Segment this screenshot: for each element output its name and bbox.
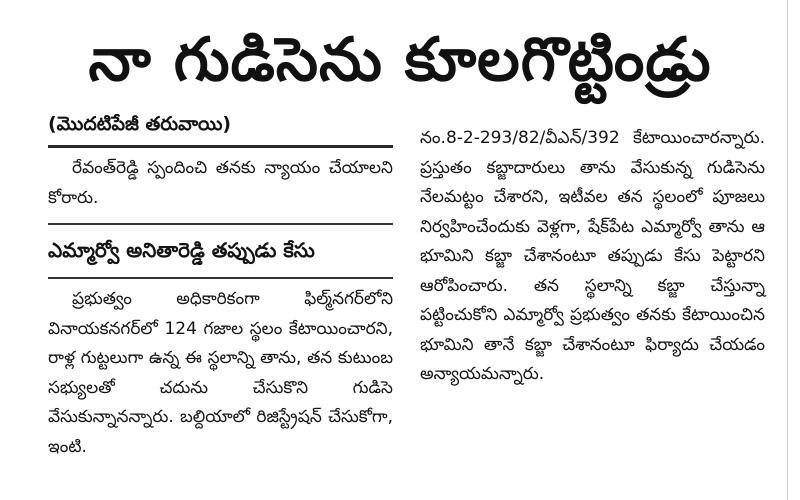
intro-paragraph: రేవంత్‌రెడ్డి స్పందించి తనకు న్యాయం చేయాలని కోరారు. bbox=[48, 158, 393, 208]
subheading: ఎమ్మార్వో అనితారెడ్డి తప్పుడు కేసు bbox=[48, 238, 315, 262]
left-column bbox=[48, 105, 393, 462]
body-paragraph-right: నం.8-2-293/82/వీఎన్/392 కేటాయించారన్నారు. ప్రస్తుతం కబ్జాదారులు తాను వేసుకున్న గుడిసెను నేలమట్టం చేశారని, ఇటీవల తన స్థలంలో పూజలు నిర్వహించేందుకు వెళ్లగా, షేక్‌పేట ఎమ్మార్వో తాను ఆ భూమిని కబ్జా చేశానంటూ తప్పుడు కేసు పెట్టారని ఆరోపించారు. తన స్థలాన్ని కబ్జా చేస్తున్నా పట్టించుకోని ఎమ్మార్వో ప్రభుత్వం తనకు కేటాయించిన భూమిని తానే కబ్జా చేశానంటూ ఫిర్యాదు చేయడం అన్యాయమన్నారు. bbox=[420, 128, 765, 384]
headline: నా గుడిసెను కూలగొట్టిండ్రు bbox=[88, 25, 712, 95]
continued-from-front-page-label: (మొదటిపేజీ తరువాయి) bbox=[48, 113, 232, 135]
page-edge-rule bbox=[787, 0, 788, 500]
right-column bbox=[420, 124, 765, 390]
divider bbox=[48, 277, 393, 279]
divider bbox=[48, 223, 393, 225]
divider bbox=[48, 145, 393, 148]
body-paragraph-left: ప్రభుత్వం అధికారికంగా ఫిల్మ్‌నగర్‌లోని వినాయకనగర్‌లో 124 గజాల స్థలం కేటాయించారని, రాళ్ల గుట్టలుగా ఉన్న ఈ స్థలాన్ని తాను, తన కుటుంబ సభ్యులతో చదును చేసుకొని గుడిసె వేసుకున్నానన్నారు. బల్దియాలో రిజిస్ట్రేషన్ చేసుకోగా, ఇంటి. bbox=[48, 289, 393, 457]
